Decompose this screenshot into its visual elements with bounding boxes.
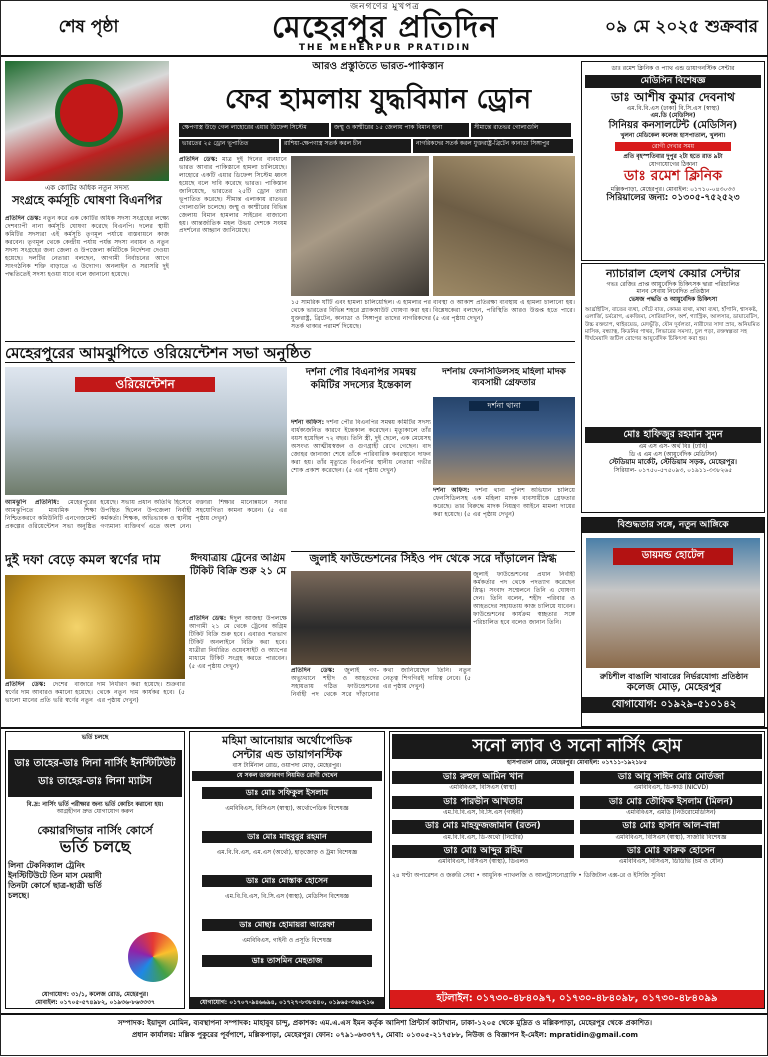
pourashava-headline: দর্শনা পৌর বিএনপির সমন্বয় কমিটির সদস্যের ইন্তেকাল [305,367,417,391]
doctor-name: ডাঃ মোঃ মোস্তাক হোসেন [202,875,372,887]
doctor-name: ডাঃ রুহুল আমিন খান [392,771,574,784]
lead-sub: ভারতের ২৫ ড্রোন ভূপাতিত [179,139,279,153]
lead-sub: রাশিয়া-ক্ষেপণাস্ত্র সতর্ক করল চীন [281,139,411,153]
doctor-name: ডাঃ মোঃ ফারুক হোসেন [580,845,762,858]
tagline: জনগণের মুখপত্র [350,1,420,12]
lead-sub: ক্ষেপণাস্ত্র উড়ে গেল লাহোরের এয়ার ডিফেন্স সিস্টেম [179,123,329,137]
arrest-body: দর্শনা অফিস: দর্শনা থানা পুলিশ অভিযান চালিয়ে ফেনসিডিলসহ এক মহিলা মাদক ব্যবসায়ীকে গ্রেফতার করেছে। তার বিরুদ্ধে মাদক নিয়ন্ত্রণ আইনে মামলা দায়ের করা হয়েছে। (৫ এর পৃষ্ঠায় দেখুন) [433,487,575,518]
lead-sub: সীমান্তে রাতভর গোলাগুলি [471,123,571,137]
lead-headline: ফের হামলায় যুদ্ধবিমান ড্রোন [224,84,532,115]
bnp-logo [55,79,123,147]
gold-photo [5,575,185,679]
bnp-body: প্রতিদিন ডেস্ক: নতুন করে এক কোটির অধিক সদস্য সংগ্রহের লক্ষ্যে দেশব্যাপী নানা কর্মসূচি ঘোষণা করেছে বিএনপি। দলের স্থায়ী কমিটির সদস্যরা এই কর্মসূচি তৃণমূল পর্যায়ে বাস্তবায়নে কাজ করবেন। তৃণমূল থেকে কেন্দ্রীয় পর্যায় পর্যন্ত সদস্য নবায়ন ও নতুন সদস্য সংগ্রহের জন্য জেলা ও উপজেলা কমিটিকে নির্দেশনা দেওয়া হয়েছে। দলটির নেতারা বলছেন, আগামী নির্বাচনের আগে সাংগঠনিক শক্তি বাড়াতে এ উদ্যোগ। অনলাইন ও সরাসরি দুই পদ্ধতিতেই সদস্য হওয়া যাবে বলে জানানো হয়েছে। [5,215,169,278]
issue-date: ০৯ মে ২০২৫ শুক্রবার [605,17,758,38]
lead-photo-1 [291,156,429,296]
doctor-name: ডাঃ তাসমিন মেহতাজ [202,955,372,967]
doctor-name: ডাঃ মোঃ মাহবুবুর রহমান [202,831,372,843]
gold-headline: দুই দফা বেড়ে কমল স্বর্ণের দাম [5,553,161,568]
orientation-photo: ওরিয়েন্টেশন [5,367,287,495]
lead-subheads [179,123,577,153]
ad-mahima-anwar: মহিমা আনোয়ার অর্থোপেডিক সেন্টার এন্ড ডায়াগনস্টিক বাস টার্মিনাল রোড, ওয়াপদা মোড়, মেহেরপুর। যে সকল ডাক্তারগণ নিয়মিত রোগী দেখেন ডাঃ মোঃ সফিকুল ইসলাম এমবিবিএস, বিসিএস (স্বাস্থ্য), অর্থোপেডিক বিশেষজ্ঞ ডাঃ মোঃ মাহবুবুর রহমান এম.বি.বি.এস, এম.এস (অর্থো), হাড়জোড় ও ট্রমা বিশেষজ্ঞ ডাঃ মোঃ মোস্তাক হোসেন এম.বি.বি.এস, বি.সি.এস (স্বাস্থ্য), মেডিসিন বিশেষজ্ঞ ডাঃ মোছাঃ হোমায়রা আরেফা এমবিবিএস, গাইনী ও প্রসূতি বিশেষজ্ঞ ডাঃ তাসমিন মেহতাজ যোগাযোগ: ০১৭০৭-৯৪৬৬৯৪, ০১৭২৭-৮৩৮৫৪০, ০১৯৬৫-৩৬৮২১৬ [189,731,385,1009]
ad-natural-health: ন্যাচারাল হেলথ কেয়ার সেন্টার গভঃ রেজিঃ প্রাপ্ত আয়ুর্বেদিক চিকিৎসক দ্বারা পরিচালিত মানব সেবায় নিবেদিত প্রতিষ্ঠান ভেষজ পদ্ধতি ও আয়ুর্বেদিক চিকিৎসা আর্থ্রাইটিস, বাতের ব্যথা, গেঁটে বাত, কোমর ব্যথা, মাথা ব্যথা, হাঁপানি, শ্বাসকষ্ট, এলার্জি, চর্মরোগ, একজিমা, সোরিয়াসিস, অর্শ, গ্যাস্ট্রিক, আলসার, ডায়াবেটিস, উচ্চ রক্তচাপ, থাইরয়েড, মেদভুঁড়ি, যৌন দুর্বলতা, নারীদের সাদা স্রাব, অনিয়মিত মাসিক, বন্ধ্যাত্ব, কিডনির পাথর, লিভারের সমস্যা, চুল পড়া, রক্তস্বল্পতা সহ দীর্ঘমেয়াদি জটিল রোগের আয়ুর্বেদিক চিকিৎসা করা হয়। মোঃ হাফিজুর রহমান সুমন এম এস এস- অর্থ বিঃ (ঢাবি) ডি এ এম এস (আয়ুর্বেদিক মেডিসিন) স্টেডিয়াম মার্কেট, স্টেডিয়াম সড়ক, মেহেরপুর। সিরিয়াল- ০১৭৫০-৫৭৫০৯৩, ০১৯১১-৩৩৮২৬৫ [581,263,765,513]
bnp-kicker: এক কোটির অধিক নতুন সদস্য [44,184,129,192]
lead-photo-2 [433,156,575,296]
orientation-headline: মেহেরপুরের আমঝুপিতে ওরিয়েন্টেশন সভা অনুষ্ঠিত [5,341,575,363]
paper-name-english: THE MEHERPUR PRATIDIN [298,43,472,53]
july-body: প্রতিদিন ডেস্ক: জুলাই গণ-অভ্যুত্থানে শহীদ ও আহতদের সহায়তায় গঠিত ফাউন্ডেশনের নির্বাহী পদ থেকে সরে দাঁড়ানোর কথা জানিয়েছেন তিনি। নতুন নেতৃত্ব শিগগিরই দায়িত্ব নেবে। (৫ এর পৃষ্ঠায় দেখুন) [291,667,471,698]
arrest-headline: দর্শনায় ফেনসিডিলসহ মহিলা মাদক ব্যবসায়ী গ্রেফতার [442,367,566,389]
doctor-name: ডাঃ মোঃ আব্দুর রহিম [392,845,574,858]
july-photo [291,571,471,665]
lead-kicker: আরও প্রস্তুতিতে ভারত-পাকিস্তান [312,61,444,72]
doctor-name: ডাঃ মোঃ তৌফিক ইসলাম (মিলন) [580,796,762,809]
ad-doctor-ashish: ডাঃ রমেশ ক্লিনিক ও প্যাথ এন্ড ডায়াগনস্টিক সেন্টার মেডিসিন বিশেষজ্ঞ ডাঃ আশীষ কুমার দেবনাথ এম.বি.বি.এস (ঢাকা) বি.সি.এস (স্বাস্থ্য) এম.ডি (মেডিসিন) সিনিয়র কনসালটেন্ট (মেডিসিন) খুলনা মেডিকেল কলেজ হাসপাতাল, খুলনা। রোগী দেখার সময় প্রতি বৃহস্পতিবার দুপুর ২টা হতে রাত ৯টা যোগাযোগের ঠিকানা ডাঃ রমেশ ক্লিনিক মল্লিকপাড়া, মেহেরপুর। মোবাইল: ০১৭১০-০৪৩০৩৩ সিরিয়ালের জন্য: ০১৩০৫-৭৫২৫২৩ [581,61,765,261]
ad-hotel: বিশুদ্ধতার সঙ্গে, নতুন আঙ্গিকে ডায়মন্ড হোটেল রুচিশীল বাঙালি খাবারের নির্ভরযোগ্য প্রতিষ্ঠান কলেজ মোড়, মেহেরপুর যোগাযোগ: ০১৯২৯-৫১০১৪২ [581,517,765,727]
imprint-footer: সম্পাদক: ইয়াদুল মোমিন, ব্যবস্থাপনা সম্পাদক: মাহাবুব চান্দু, প্রকাশক: এম.এ.এস ইমন কর্তৃক আনিশা প্রিন্টার্স কাটাখান, ঢাকা-১২০৫ থেকে মুদ্রিত ও মল্লিকপাড়া, মেহেরপুর থেকে প্রকাশিত। প্রধান কার্যালয়: মল্লিক পুকুরের পূর্বপাশে, মল্লিকপাড়া, মেহেরপুর। ফোন: ০৭৯১-৬৩৩৭৭, মোবা: ০১৩০৫-২১৭৫৮৮, নিউজ ও বিজ্ঞাপন ই-মেইল: mpratidin@gmail.com [1,1013,768,1057]
doctor-name: ডাঃ মোঃ সফিকুল ইসলাম [202,787,372,799]
ad-sono-lab: সনো ল্যাব ও সনো নার্সিং হোম হাসপাতাল রোড, মেহেরপুর। মোবাইল: ০১৭১১-১৯২১৮৫ ডাঃ রুহুল আমিন খান এমবিবিএস, বিসিএস (স্বাস্থ্য) ডাঃ আবু সাঈদ মোঃ মোর্তজা এমবিবিএস, ডি-কার্ড (NICVD) ডাঃ পারভীন আখতার এম.বি.বি.এস, বি.সি.এস (গাইনী) ডাঃ মোঃ তৌফিক ইসলাম (মিলন) এমবিবিএস, এমডি (নিউরোমেডিসিন) ডাঃ মোঃ মাহফুজজামান (রতন) এম.বি.বি.এস, ডি-অর্থো (নিটোর) ডাঃ মোঃ হাসান আল-বান্না এমবিবিএস, বিসিএস (স্বাস্থ্য), সার্জারি বিশেষজ্ঞ ডাঃ মোঃ আব্দুর রহিম এমবিবিএস, বিসিএস (স্বাস্থ্য), ডিএলও ডাঃ মোঃ ফারুক হোসেন এমবিবিএস, বিসিএস, ডিডিভি (চর্ম ও যৌন) ২৪ ঘণ্টা অপারেশন ও জরুরি সেবা • আধুনিক প্যাথলজি ও আলট্রাসনোগ্রাফি • ডিজিটাল এক্স-রে ও ইসিজি সুবিধা হটলাইন: ০১৭৩০-৪৮৪০৯৭, ০১৭৩০-৪৮৪০৯৮, ০১৭৩০-৪৮৪০৯৯ [389,731,765,1009]
gold-body: প্রতিদিন ডেস্ক: দেশের বাজারে স্বর্ণের দাম আবারও কমানো হয়েছে। ভালো মানের প্রতি ভরি স্বর্ণের নতুন দাম নির্ধারণ করা হয়েছে। শুক্রবার থেকে নতুন দাম কার্যকর হবে। (৫ এর পৃষ্ঠায় দেখুন) [5,681,185,704]
train-body: প্রতিদিন ডেস্ক: ঈদুল আজহা উপলক্ষে আগামী ২১ মে থেকে ট্রেনের অগ্রিম টিকিট বিক্রি শুরু হবে। এবারও শতভাগ টিকিট অনলাইনে বিক্রি করা হবে। যাত্রীরা নির্ধারিত ওয়েবসাইট ও অ্যাপের মাধ্যমে টিকিট সংগ্রহ করতে পারবেন। (৫ এর পৃষ্ঠায় দেখুন) [189,615,287,670]
ad-nursing: ভর্তি চলছে ডাঃ তাহের-ডাঃ লিনা নার্সিং ইনস্টিটিউট ডাঃ তাহের-ডাঃ লিনা ম্যাটস বি.দ্র: নার্সিং ভর্তি পরীক্ষার জন্য ভর্তি কোচিং করানো হয়। আগ্রহীগন দ্রুত যোগাযোগ করুন কেয়ারগিভার নার্সিং কোর্সে ভর্তি চলছে লিনা টেকনিক্যাল ট্রেনিং ইনস্টিটিউটে তিন মাস মেয়াদী তিনটা কোর্সে ছাত্র-ছাত্রী ভর্তি চলছে। যোগাযোগ: ৩১/১, কলেজ রোড, মেহেরপুর। মোবাইল: ০১৭০৫-৫৭৪৯৮২, ০১৯৩৬-৮৬৩৩৩৭ [5,731,185,1009]
bnp-rally-photo [5,61,169,181]
bnp-headline: সংগ্রহে কর্মসূচি ঘোষণা বিএনপির [12,192,162,207]
lead-body-col2: ১৫ সামরিক ঘাঁটি এবং হামলা চালিয়েছিল। এ হামলার পর থেকে ভারতের বিভিন্ন শহরে ব্ল্যাকআউট ঘোষণা করা হয়। যুক্তরাষ্ট্র, ব্রিটেন, কানাডা ও সিঙ্গাপুর তাদের নাগরিকদের সতর্ক থাকার পরামর্শ দিয়েছে। [291,299,431,330]
doctor-name: ডাঃ মোঃ মাহফুজজামান (রতন) [392,820,574,833]
lead-body-col3: ব্যবস্থা ও আকাশ প্রতিরক্ষা ব্যবস্থায় এ হামলা চালানো হয়। বিশ্লেষকেরা বলছেন, পরিস্থিতি আরও উত্তপ্ত হতে পারে। (৫ এর পৃষ্ঠায় দেখুন) [433,299,575,322]
institute-logo [128,932,178,982]
paper-name: মেহেরপুর প্রতিদিন [271,10,499,45]
lead-sub: জম্মু ও কাশ্মীরের ১৫ জেলায় পাক বিমান হানা [331,123,469,137]
page-label: শেষ পৃষ্ঠা [58,17,119,38]
lead-body-col1: প্রতিদিন ডেস্ক: মাত্র দুই দিনের ব্যবধানে ভারত আবার পাকিস্তানে হামলা চালিয়েছে। লাহোরে একটি এয়ার ডিফেন্স সিস্টেম ধ্বংস হয়েছে বলে দাবি করেছে ভারত। পাকিস্তান জানিয়েছে, ভারতের ২৫টি ড্রোন তারা ভূপাতিত করেছে। সীমান্ত এলাকায় রাতভর গোলাগুলি চলেছে। জম্মু ও কাশ্মীরের বিভিন্ন জেলায় বিমান হামলার সাইরেন বাজানো হয়। আন্তর্জাতিক মহল উভয় দেশকে সংযম প্রদর্শনের আহ্বান জানিয়েছে। [179,156,287,235]
orientation-body: আমঝুপি প্রতিনিধি: মেহেরপুরের আমঝুপিতে মাধ্যমিক শিক্ষা নিশ্চিতকরণে কমিউনিটি এনগেজমেন্ট প্রকল্পের ওরিয়েন্টেশন সভা অনুষ্ঠিত হয়েছে। সভায় প্রধান অতিথি হিসেবে উপস্থিত ছিলেন উপজেলা নির্বাহী কর্মকর্তা। শিক্ষক, অভিভাবক ও স্থানীয় গণ্যমান্য ব্যক্তিবর্গ এতে অংশ নেন। বক্তারা শিক্ষার মানোন্নয়নে সবার সহযোগিতা কামনা করেন। (৫ এর পৃষ্ঠায় দেখুন) [5,499,287,530]
train-headline: ঈদযাত্রায় ট্রেনের অগ্রিম টিকিট বিক্রি শুরু ২১ মে [189,553,287,577]
july-body-2: জুলাই ফাউন্ডেশনের প্রধান নির্বাহী কর্মকর্তার পদ থেকে পদত্যাগ করেছেন স্নিগ্ধ। সংবাদ সম্মেলনে তিনি এ ঘোষণা দেন। তিনি বলেন, শহীদ পরিবার ও আহতদের সহায়তায় কাজ চালিয়ে যাবেন। ফাউন্ডেশনের কার্যক্রম স্বচ্ছতার সঙ্গে পরিচালিত হবে বলেও জানান তিনি। [473,571,575,626]
doctor-name: ডাঃ মোছাঃ হোমায়রা আরেফা [202,919,372,931]
arrest-photo: দর্শনা থানা [433,397,575,485]
pourashava-body: দর্শনা অফিস: দর্শনা পৌর বিএনপির সমন্বয় কমিটির সদস্য বার্ধক্যজনিত কারণে ইন্তেকাল করেছেন। মৃত্যুকালে তাঁর বয়স হয়েছিল ৭২ বছর। তিনি স্ত্রী, দুই ছেলে, এক মেয়েসহ অসংখ্য আত্মীয়স্বজন ও গুণগ্রাহী রেখে গেছেন। বাদ জোহর জানাজা শেষে তাঁকে পারিবারিক কবরস্থানে দাফন করা হয়। তাঁর মৃত্যুতে বিএনপির স্থানীয় নেতারা গভীর শোক প্রকাশ করেছেন। (৫ এর পৃষ্ঠায় দেখুন) [291,419,431,474]
masthead [1,1,768,57]
doctor-name: ডাঃ মোঃ হাসান আল-বান্না [580,820,762,833]
july-headline: জুলাই ফাউন্ডেশনের সিইও পদ থেকে সরে দাঁড়ালেন স্নিগ্ধ [291,551,575,569]
doctor-name: ডাঃ আশীষ কুমার দেবনাথ [611,89,735,104]
hotel-photo: ডায়মন্ড হোটেল [586,538,760,668]
doctor-name: ডাঃ আবু সাঈদ মোঃ মোর্তজা [580,771,762,784]
ayurvedic-doctor: মোঃ হাফিজুর রহমান সুমন [585,427,761,443]
lead-sub: নাগরিকদের সতর্ক করল যুক্তরাষ্ট্র-ব্রিটেন কানাডা সিঙ্গাপুর [413,139,573,153]
doctor-name: ডাঃ পারভীন আখতার [392,796,574,809]
